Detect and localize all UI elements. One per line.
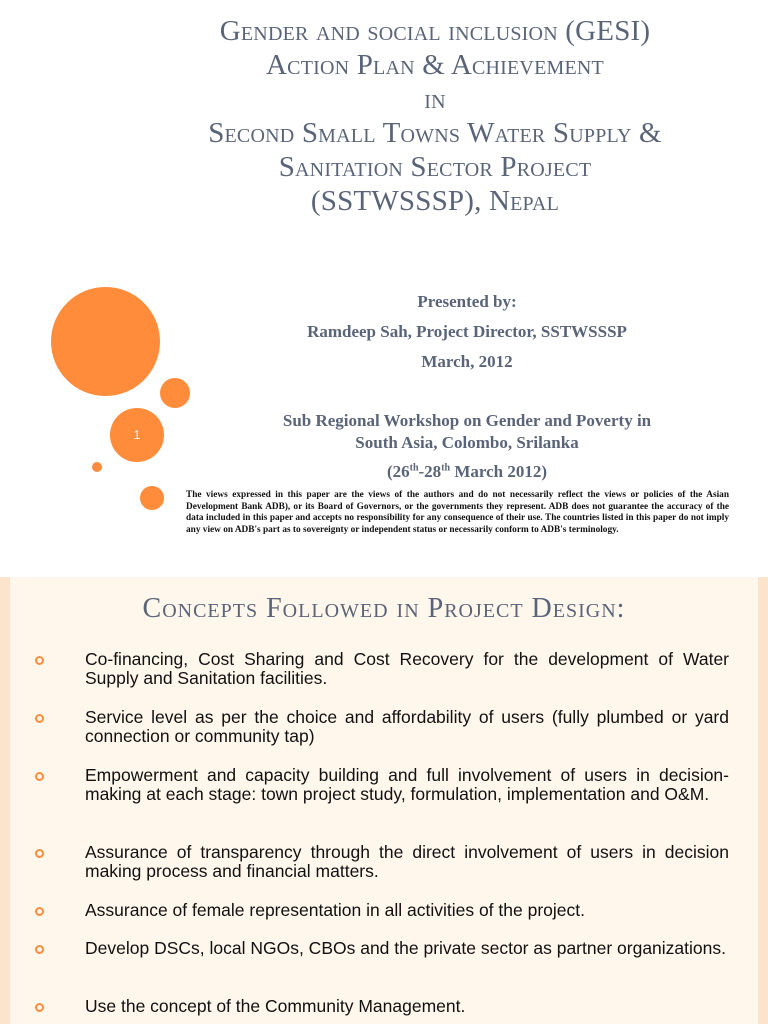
bullet-circle-icon (35, 849, 44, 858)
slide-number: 1 (133, 428, 141, 442)
slide-border-left (0, 577, 10, 1024)
list-item-text: Develop DSCs, local NGOs, CBOs and the private sector as partner organizations. (85, 938, 726, 958)
title-line: Sanitation Sector Project (278, 151, 592, 183)
event-dates (200, 462, 734, 482)
event-dates-month: March 2012) (450, 462, 548, 481)
list-item-text: Empowerment and capacity building and full involvement of users in decision-making at each stage: town project study, formulation, implementation and O&M. (85, 765, 729, 804)
bullet-circle-icon (35, 945, 44, 954)
ordinal-suffix: th (409, 462, 419, 474)
decorative-circle-large (51, 287, 160, 396)
title-line: Second Small Towns Water Supply & (208, 117, 662, 149)
list-item-text: Assurance of transparency through the direct involvement of users in decision making process and financial matters. (85, 842, 729, 881)
bullet-circle-icon (35, 1003, 44, 1012)
list-item-text: Service level as per the choice and affordability of users (fully plumbed or yard connection or community tap) (85, 707, 729, 746)
list-item-text: Assurance of female representation in all activities of the project. (85, 900, 585, 920)
slide-border-right (758, 577, 768, 1024)
workshop-name (200, 410, 734, 454)
slide-number-badge (110, 408, 164, 462)
concepts-slide (0, 577, 768, 1024)
decorative-circle-tiny (92, 462, 102, 472)
presentation-date: March, 2012 (421, 352, 513, 371)
list-item-text: Co-financing, Cost Sharing and Cost Recovery for the development of Water Supply and Sanitation facilities. (85, 649, 729, 688)
disclaimer-text: The views expressed in this paper are the views of the authors and do not necessarily reflect the views or policies of the Asian Development Bank ADB), or its Board of Governors, or the governments they represent. ADB does not guarantee the accuracy of the data included in this paper and accepts no responsibility for any consequence of their use. The countries listed in this paper do not imply any view on ADB's part as to sovereignty or independent status or necessarily conform to ADB's terminology. (186, 490, 729, 535)
presenter-name: Ramdeep Sah, Project Director, SSTWSSSP (307, 322, 627, 341)
list-item-text: Use the concept of the Community Management. (85, 996, 466, 1016)
ordinal-suffix: th (441, 462, 451, 474)
title-line: Action Plan & Achievement (266, 49, 604, 81)
slide-title (140, 14, 730, 218)
bullet-circle-icon (35, 907, 44, 916)
event-dates-end: -28 (418, 462, 442, 481)
decorative-circle-medium (160, 378, 190, 408)
workshop-line: South Asia, Colombo, Srilanka (355, 433, 579, 452)
title-line: (SSTWSSSP), Nepal (310, 185, 560, 217)
bullet-circle-icon (35, 714, 44, 723)
event-dates-start: (26 (386, 462, 410, 481)
presented-by-label: Presented by: (417, 292, 517, 311)
workshop-line: Sub Regional Workshop on Gender and Poverty in (282, 411, 652, 430)
slide-title: Concepts Followed in Project Design: (142, 593, 626, 624)
bullet-circle-icon (35, 772, 44, 781)
bullet-circle-icon (35, 656, 44, 665)
title-line: in (424, 83, 446, 115)
title-line: Gender and social inclusion (GESI) (219, 15, 651, 47)
decorative-circle-small (140, 486, 164, 510)
